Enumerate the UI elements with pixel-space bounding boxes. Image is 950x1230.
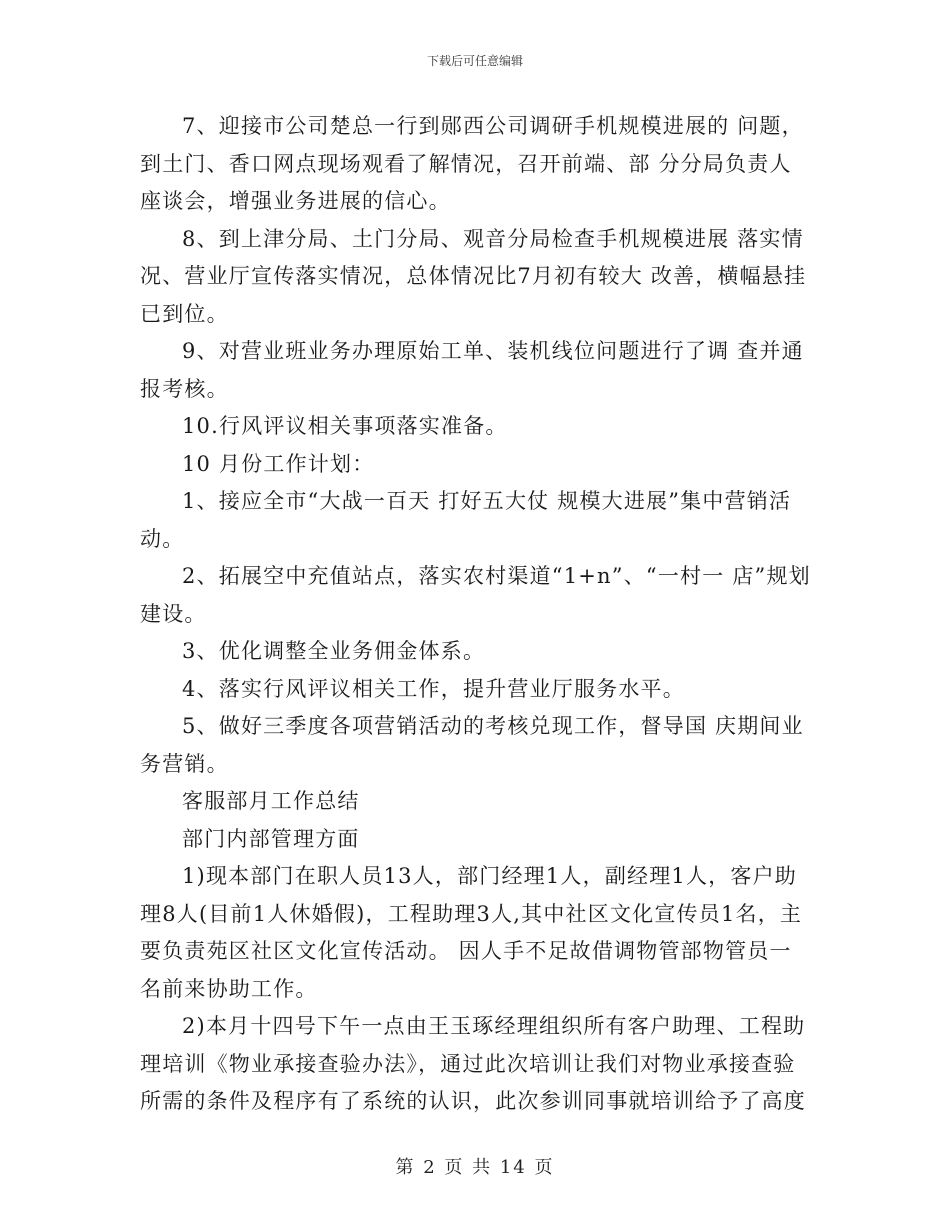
paragraph-item-7: 7、迎接市公司楚总一行到郧西公司调研手机规模进展的 问题，到土门、香口网点现场观看了解情况，召开前端、部 分分局负责人座谈会，增强业务进展的信心。 bbox=[140, 114, 804, 213]
management-item-2: 2)本月十四号下午一点由王玉琢经理组织所有客户助理、工程助理培训《物业承接查验办法》，通过此次培训让我们对物业承接查验所需的条件及程序有了系统的认识，此次参训同事就培训给予了高度 bbox=[140, 1014, 806, 1113]
plan-item-5: 5、做好三季度各项营销活动的考核兑现工作，督导国 庆期间业务营销。 bbox=[140, 714, 804, 776]
section-heading-internal-management: 部门内部管理方面 bbox=[182, 826, 360, 851]
paragraph-item-10: 10.行风评议相关事项落实准备。 bbox=[182, 414, 508, 438]
plan-item-4: 4、落实行风评议相关工作，提升营业厅服务水平。 bbox=[182, 676, 685, 701]
plan-item-1: 1、接应全市“大战一百天 打好五大仗 规模大进展”集中营销活动。 bbox=[140, 489, 792, 551]
section-heading-customer-service: 客服部月工作总结 bbox=[182, 789, 360, 813]
plan-item-3: 3、优化调整全业务佣金体系。 bbox=[182, 639, 486, 663]
page-header-note: 下载后可任意编辑 bbox=[426, 54, 523, 68]
section-heading-october-plan: 10 月份工作计划： bbox=[182, 451, 375, 476]
page-number-footer: 第 2 页 共 14 页 bbox=[395, 1157, 555, 1178]
management-item-1: 1)现本部门在职人员13人，部门经理1人，副经理1人，客户助理8人(目前1人休婚假)，工程助理3人,其中社区文化宣传员1名，主要负责苑区社区文化宣传活动。 因人手不足故借调物管部物管员一名前来协助工作。 bbox=[140, 864, 803, 1001]
plan-item-2: 2、拓展空中充值站点，落实农村渠道“1+n”、“一村一 店”规划建设。 bbox=[140, 564, 811, 626]
paragraph-item-9: 9、对营业班业务办理原始工单、装机线位问题进行了调 查并通报考核。 bbox=[140, 339, 804, 401]
document-body bbox=[140, 108, 812, 1121]
paragraph-item-8: 8、到上津分局、土门分局、观音分局检查手机规模进展 落实情况、营业厅宣传落实情况，总体情况比7月初有较大 改善，横幅悬挂已到位。 bbox=[140, 226, 807, 326]
